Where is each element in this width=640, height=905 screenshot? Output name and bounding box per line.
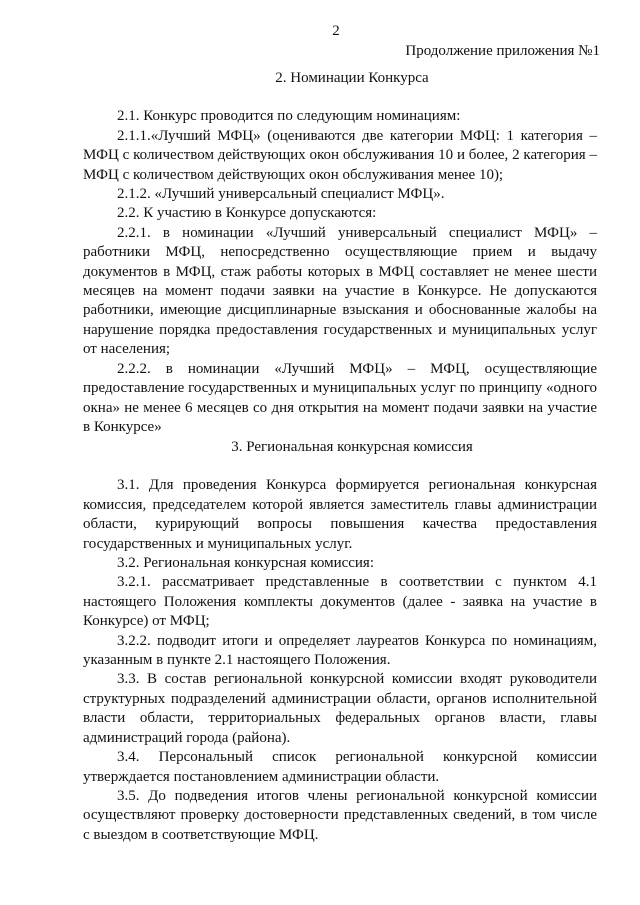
paragraph: 2.1. Конкурс проводится по следующим номинациям: bbox=[117, 108, 461, 125]
section-2 bbox=[83, 69, 597, 437]
section-heading: 2. Номинации Конкурса bbox=[275, 70, 429, 86]
paragraph: 2.1.2. «Лучший универсальный специалист МФЦ». bbox=[117, 186, 445, 203]
paragraph: 3.2.2. подводит итоги и определяет лауреатов Конкурса по номинациям, указанным в пункте 2.1 настоящего Положения. bbox=[83, 632, 597, 669]
paragraph: 3.2. Региональная конкурсная комиссия: bbox=[117, 555, 374, 572]
paragraph: 3.3. В состав региональной конкурсной комиссии входят руководители структурных подразделений администрации области, органов исполнительной власти области, территориальных федеральных органов власти, главы администраций города (района). bbox=[83, 671, 597, 746]
page-number: 2 bbox=[332, 23, 340, 39]
paragraph: 2.2.2. в номинации «Лучший МФЦ» – МФЦ, осуществляющие предоставление государственных и муниципальных услуг по принципу «одного окна» не менее 6 месяцев со дня открытия на момент подачи заявки на участие в Конкурсе» bbox=[83, 360, 597, 435]
paragraph: 3.2.1. рассматривает представленные в соответствии с пунктом 4.1 настоящего Положения комплекты документов (далее - заявка на участие в Конкурсе) от МФЦ; bbox=[83, 574, 597, 630]
section-3 bbox=[83, 438, 597, 845]
paragraph: 2.2.1. в номинации «Лучший универсальный специалист МФЦ» – работники МФЦ, непосредственно осуществляющие прием и выдачу документов в МФЦ, стаж работы которых в МФЦ составляет не менее шести месяцев на момент подачи заявки на участие в Конкурсе. Не допускаются работники, имеющие дисциплинарные взыскания и обоснованные жалобы на нарушение порядка предоставления государственных и муниципальных услуг от населения; bbox=[83, 224, 597, 358]
paragraph: 2.2. К участию в Конкурсе допускаются: bbox=[117, 205, 377, 222]
section-heading: 3. Региональная конкурсная комиссия bbox=[231, 439, 473, 455]
paragraph: 3.5. До подведения итогов члены региональной конкурсной комиссии осуществляют проверку достоверности представленных сведений, в том числе с выездом в соответствующие МФЦ. bbox=[83, 787, 597, 843]
paragraph: 3.1. Для проведения Конкурса формируется региональная конкурсная комиссия, председателем которой является заместитель главы администрации области, курирующий вопросы повышения качества предоставления государственных и муниципальных услуг. bbox=[83, 477, 597, 552]
paragraph: 3.4. Персональный список региональной конкурсной комиссии утверждается постановлением администрации области. bbox=[83, 749, 597, 785]
paragraph: 2.1.1.«Лучший МФЦ» (оцениваются две категории МФЦ: 1 категория – МФЦ с количеством действующих окон обслуживания 10 и более, 2 категория – МФЦ с количеством действующих окон обслуживания менее 10); bbox=[83, 127, 597, 183]
appendix-caption: Продолжение приложения №1 bbox=[405, 43, 600, 59]
